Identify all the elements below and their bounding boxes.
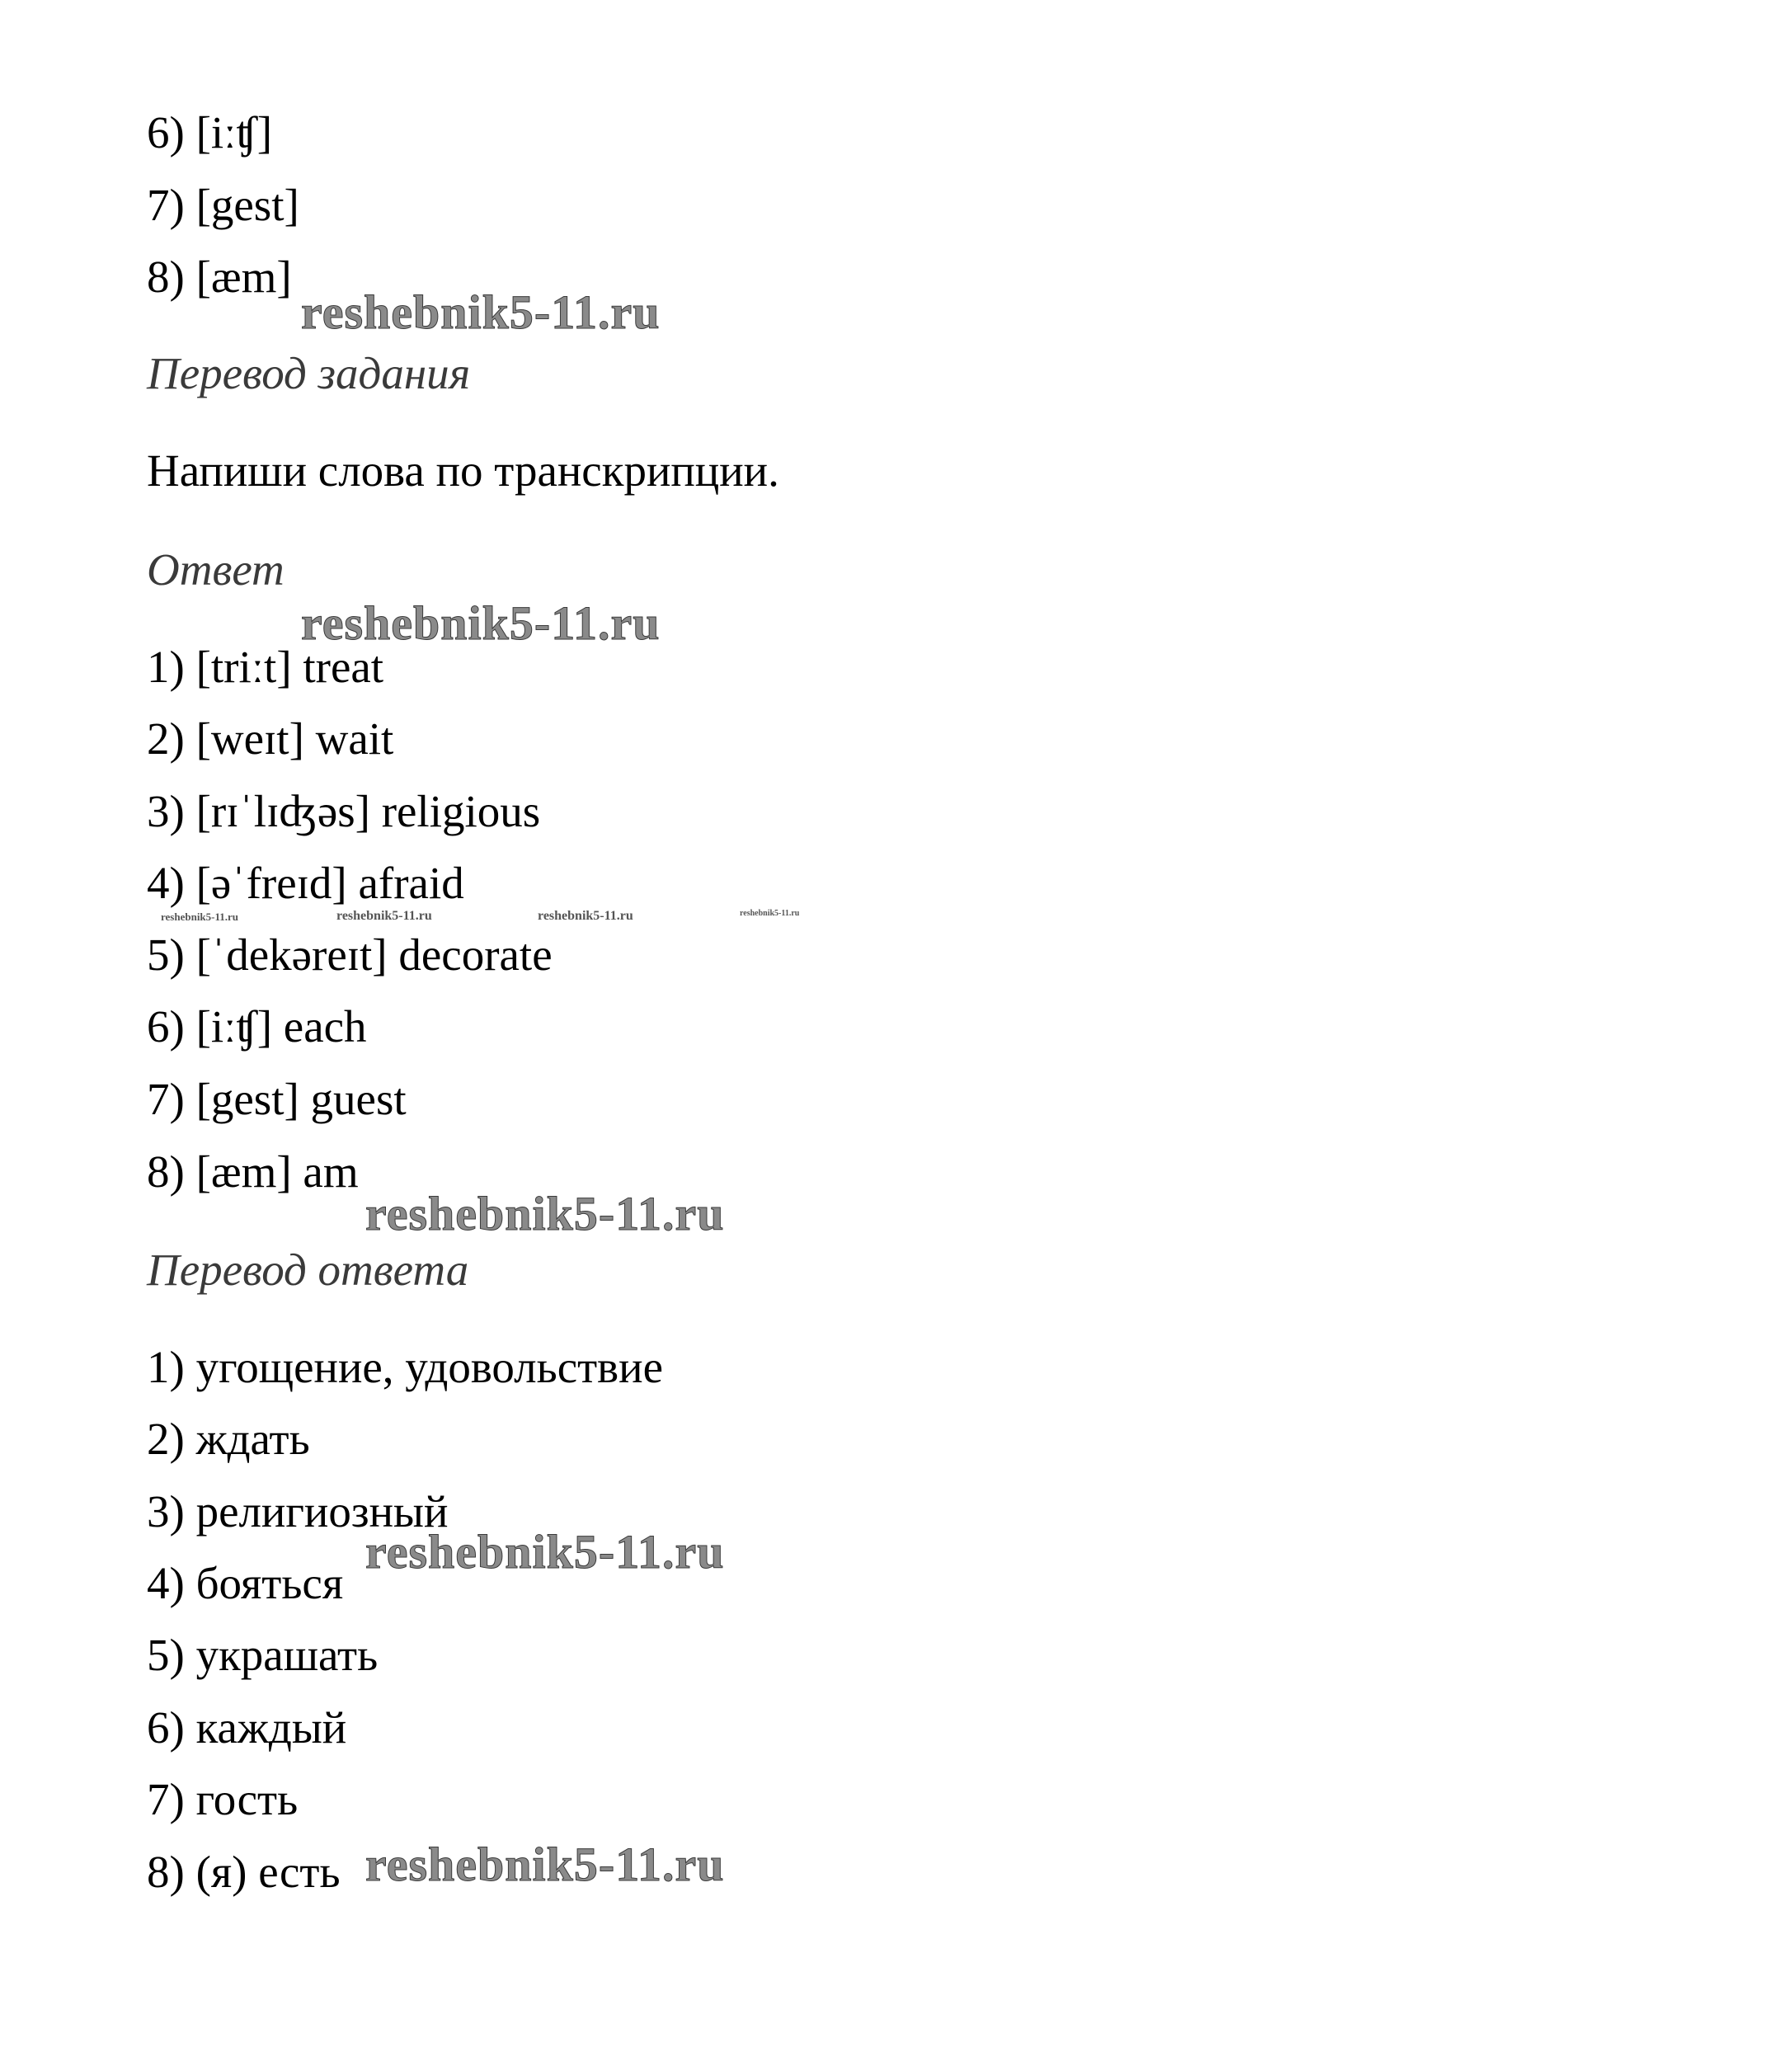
answer-translation-item: 1) угощение, удовольствие [147,1342,663,1392]
watermark: reshebnik5-11.ru [365,1838,725,1891]
answer-translation-item: 6) каждый [147,1702,347,1753]
task-translation-text: Напиши слова по транскрипции. [147,445,779,496]
answer-item: 5) [ˈdekəreɪt] decorate [147,929,553,980]
answer-translation-item: 8) (я) есть [147,1847,341,1897]
watermark: reshebnik5-11.ru [538,909,633,923]
answer-item: 2) [weɪt] wait [147,713,394,764]
watermark: reshebnik5-11.ru [161,911,239,923]
task-translation-heading: Перевод задания [147,348,471,398]
watermark: reshebnik5-11.ru [336,909,432,923]
watermark: reshebnik5-11.ru [301,596,661,650]
answer-item: 6) [iːʧ] each [147,1001,367,1052]
top-item: 8) [æm] [147,252,292,302]
answer-item: 8) [æm] am [147,1146,359,1197]
answer-heading: Ответ [147,544,285,595]
answer-item: 1) [triːt] treat [147,642,384,692]
watermark: reshebnik5-11.ru [301,285,661,339]
top-item: 7) [gest] [147,180,299,230]
top-item: 6) [iːʧ] [147,107,273,158]
answer-translation-item: 3) религиозный [147,1486,449,1537]
answer-item: 4) [əˈfreɪd] afraid [147,858,464,908]
answer-translation-item: 4) бояться [147,1558,344,1608]
watermark: reshebnik5-11.ru [740,909,800,918]
answer-translation-item: 5) украшать [147,1630,379,1680]
watermark: reshebnik5-11.ru [365,1525,725,1579]
watermark: reshebnik5-11.ru [365,1187,725,1240]
answer-translation-item: 2) ждать [147,1414,310,1464]
answer-item: 3) [rɪˈlɪʤəs] religious [147,786,541,836]
answer-translation-heading: Перевод ответа [147,1245,469,1295]
answer-item: 7) [gest] guest [147,1074,407,1124]
answer-translation-item: 7) гость [147,1774,299,1824]
